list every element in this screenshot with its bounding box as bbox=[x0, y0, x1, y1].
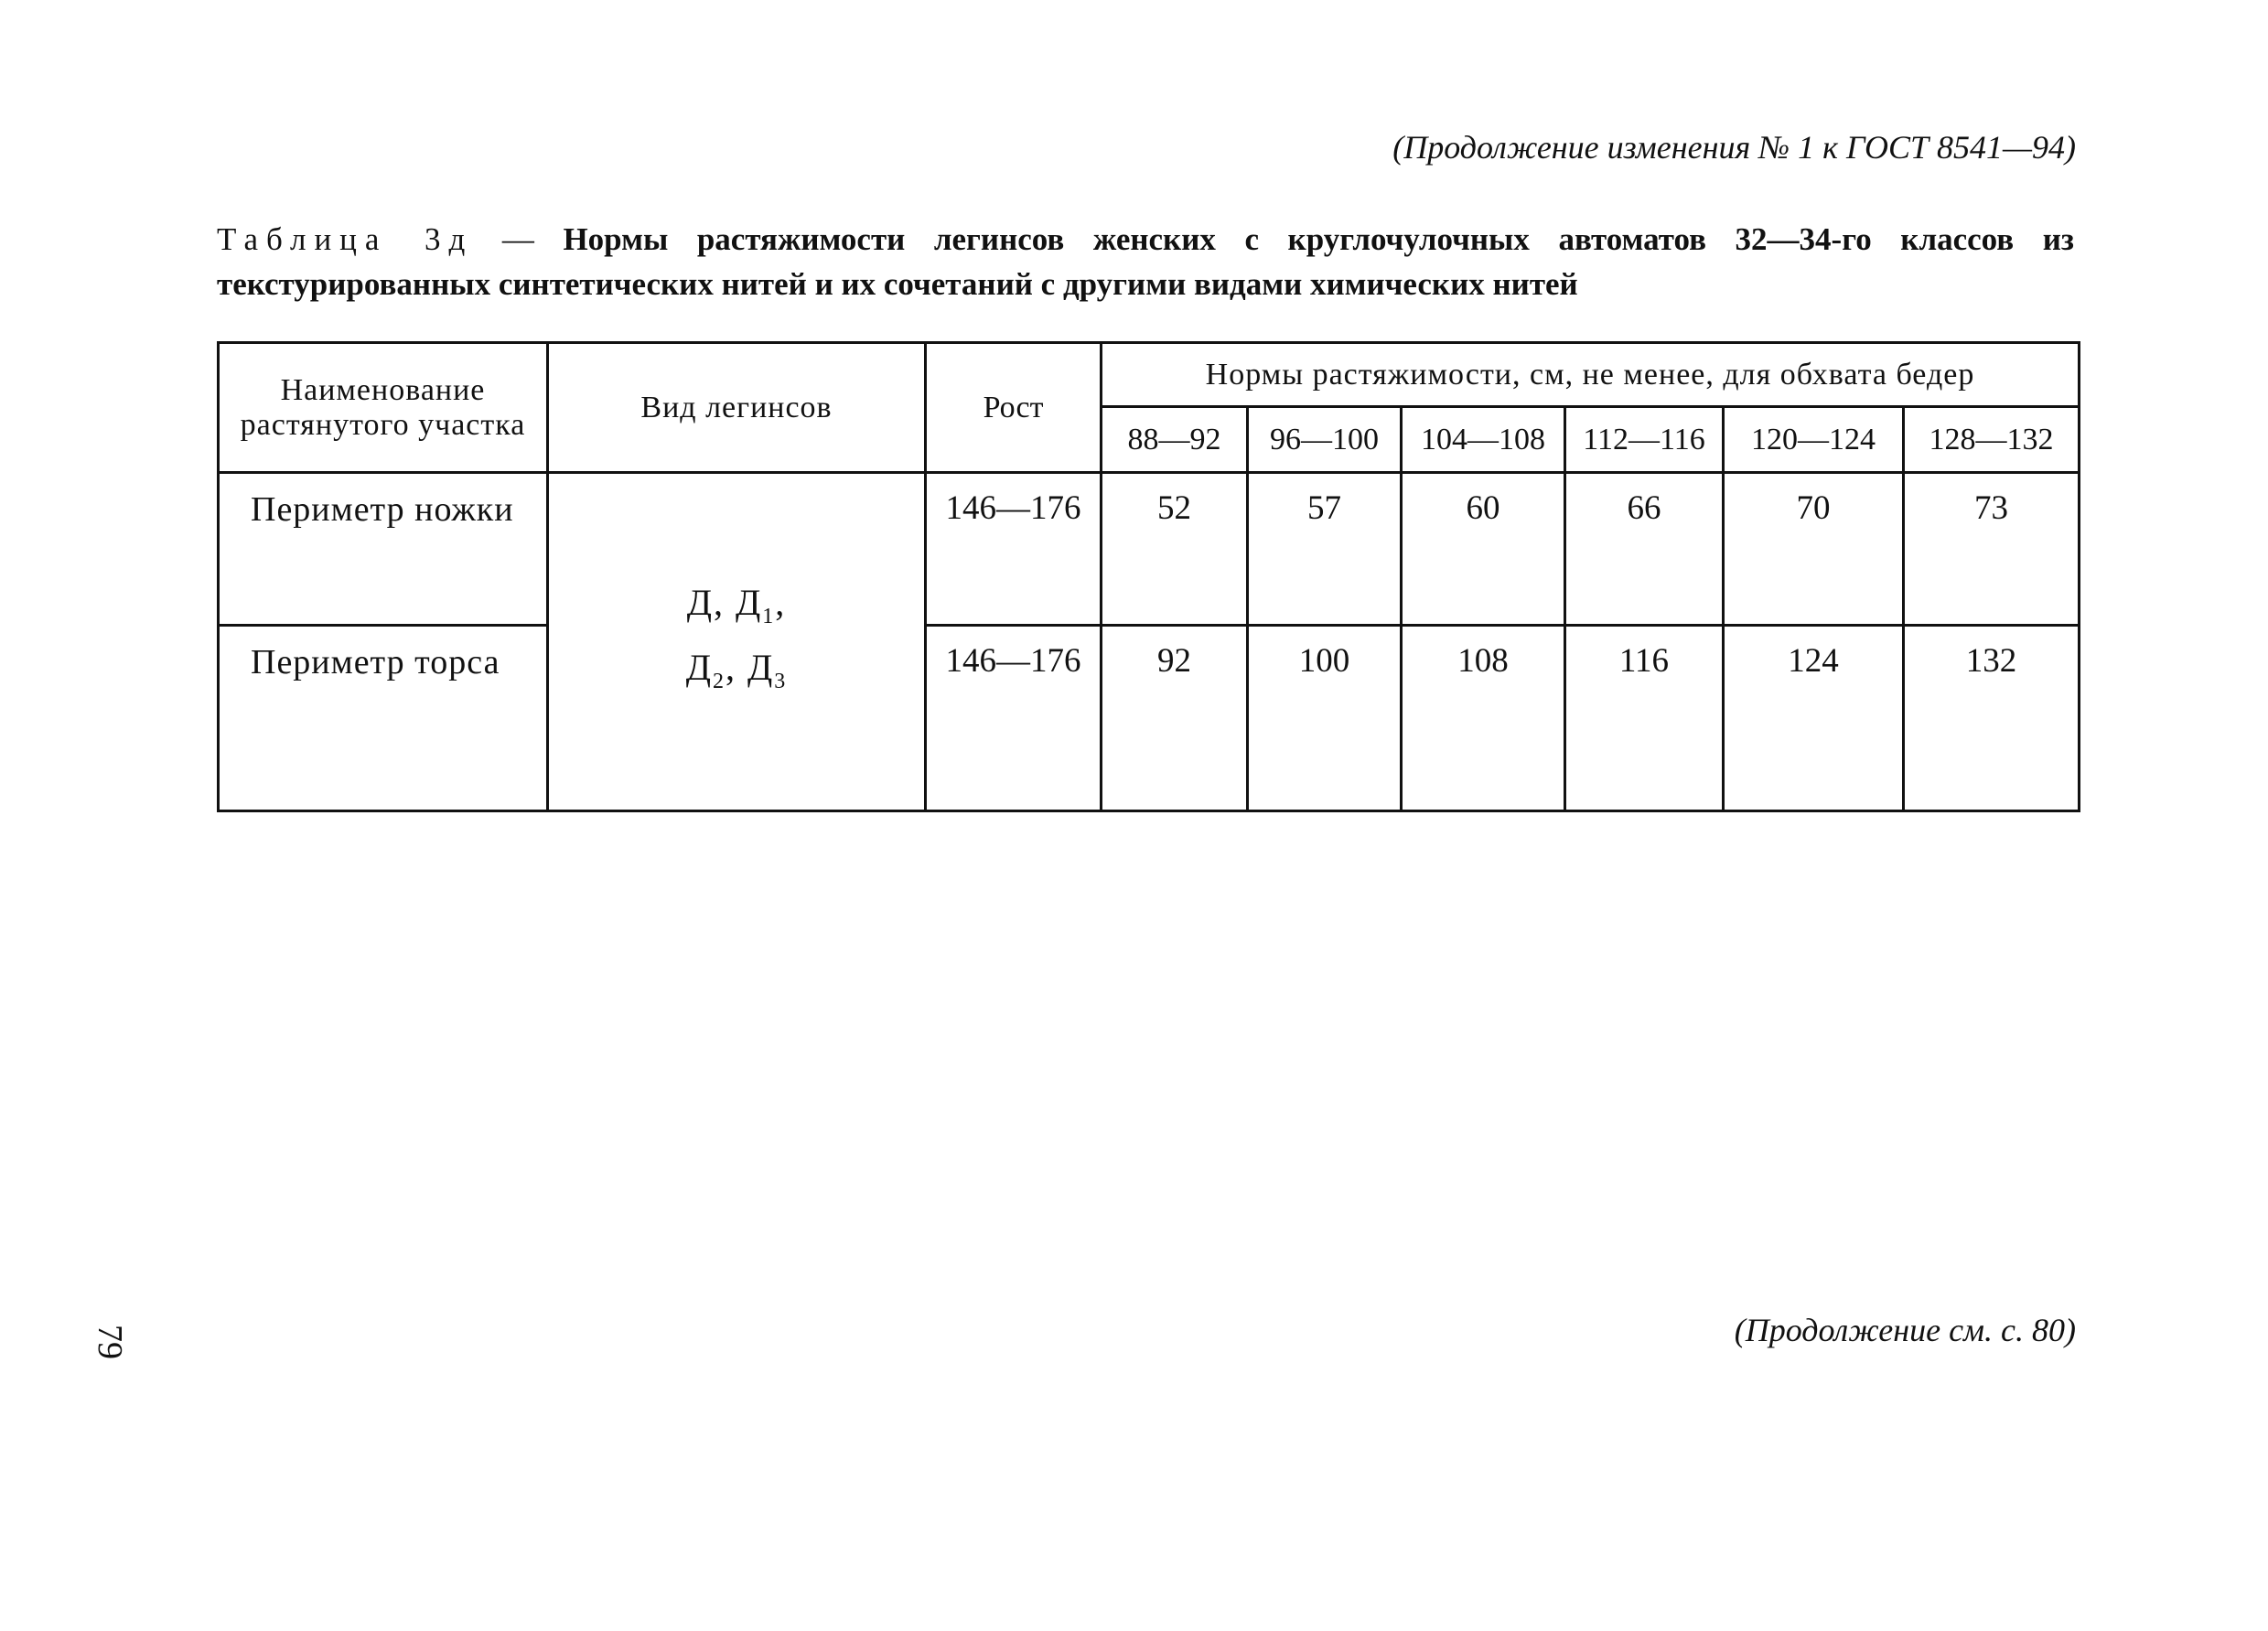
kind-subscript: 3 bbox=[774, 669, 788, 693]
kind-subscript: 2 bbox=[713, 669, 726, 693]
value-cell: 132 bbox=[1904, 626, 2080, 811]
header-hip-range: 128—132 bbox=[1904, 407, 2080, 473]
value-cell: 66 bbox=[1565, 473, 1724, 626]
value-cell: 92 bbox=[1102, 626, 1248, 811]
kind-text: Д, Д bbox=[686, 581, 763, 623]
caption-dash: — bbox=[473, 221, 564, 257]
kind-text: Д bbox=[685, 646, 713, 688]
row-name-cell: Периметр ножки bbox=[219, 473, 548, 626]
value-cell: 60 bbox=[1402, 473, 1565, 626]
table-row bbox=[219, 626, 2080, 811]
table-caption bbox=[217, 217, 2074, 306]
value-cell: 100 bbox=[1248, 626, 1402, 811]
row-name-cell: Периметр торса bbox=[219, 626, 548, 811]
header-norms-group: Нормы растяжимости, см, не менее, для обхвата бедер bbox=[1102, 343, 2080, 407]
norms-table bbox=[217, 341, 2080, 812]
height-cell: 146—176 bbox=[926, 626, 1102, 811]
header-kind-cell: Вид легинсов bbox=[548, 343, 926, 473]
header-height-cell: Рост bbox=[926, 343, 1102, 473]
page-number: 79 bbox=[91, 1325, 129, 1359]
value-cell: 70 bbox=[1724, 473, 1904, 626]
kind-subscript: 1 bbox=[762, 604, 776, 628]
caption-label: Таблица 3д bbox=[217, 221, 474, 257]
continuation-footer: (Продолжение см. с. 80) bbox=[1734, 1312, 2076, 1348]
caption-title: Нормы растяжимости легинсов женских с круглочулочных автоматов 32—34-го классов из текстурированных синтетических нитей и их сочетаний с другими видами химических нитей bbox=[217, 221, 2074, 302]
kind-cell bbox=[548, 473, 926, 811]
kind-line-2 bbox=[549, 642, 924, 707]
value-cell: 73 bbox=[1904, 473, 2080, 626]
kind-text: , Д bbox=[726, 646, 775, 688]
value-cell: 52 bbox=[1102, 473, 1248, 626]
value-cell: 124 bbox=[1724, 626, 1904, 811]
header-hip-range: 88—92 bbox=[1102, 407, 1248, 473]
header-hip-range: 104—108 bbox=[1402, 407, 1565, 473]
continuation-header: (Продолжение изменения № 1 к ГОСТ 8541—94) bbox=[1392, 129, 2076, 166]
header-hip-range: 120—124 bbox=[1724, 407, 1904, 473]
value-cell: 108 bbox=[1402, 626, 1565, 811]
table-row bbox=[219, 473, 2080, 626]
header-name-cell: Наименование растянутого участка bbox=[219, 343, 548, 473]
kind-line-1 bbox=[549, 577, 924, 642]
value-cell: 57 bbox=[1248, 473, 1402, 626]
header-hip-range: 112—116 bbox=[1565, 407, 1724, 473]
height-cell: 146—176 bbox=[926, 473, 1102, 626]
header-hip-range: 96—100 bbox=[1248, 407, 1402, 473]
kind-text: , bbox=[775, 581, 787, 623]
value-cell: 116 bbox=[1565, 626, 1724, 811]
